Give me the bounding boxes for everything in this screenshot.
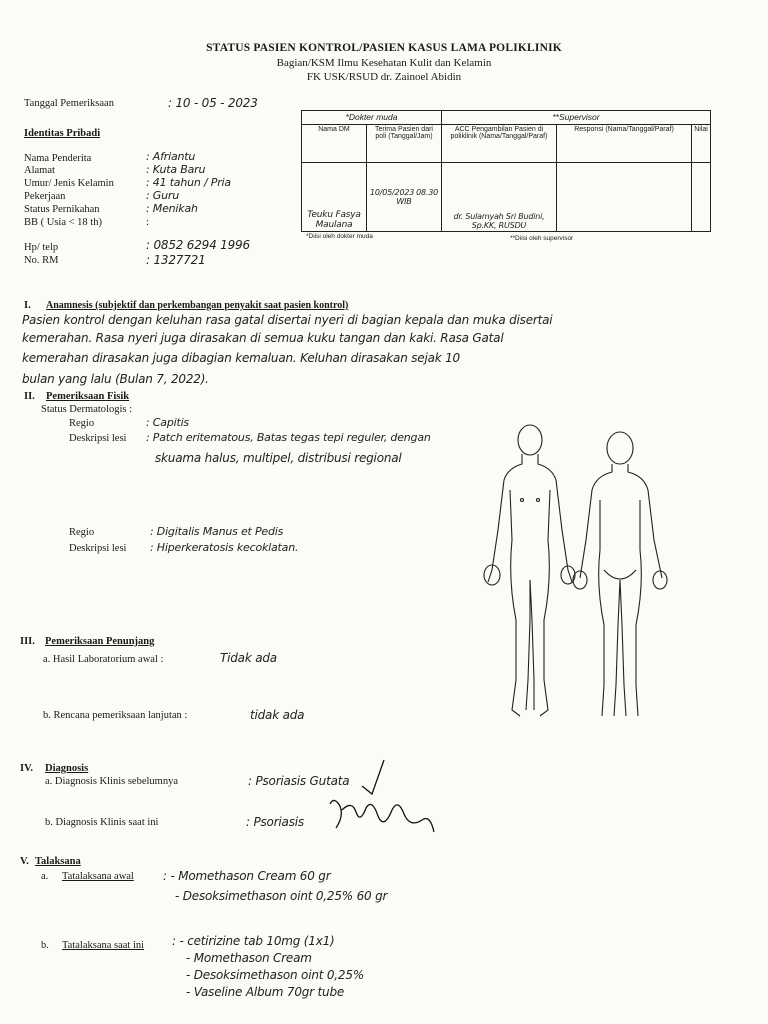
identity-label-name: Nama Penderita [24,153,92,164]
management-a-item-1: : - Momethason Cream 60 gr [163,869,331,883]
exam-date-label: Tanggal Pemeriksaan [24,98,114,109]
desc-1-line-2: skuama halus, multipel, distribusi regional [155,451,402,465]
diagnosis-number: IV. [20,763,33,774]
diagnosis-prev-label: a. Diagnosis Klinis sebelumnya [45,776,178,787]
note-supervisor: **Diisi oleh supervisor [510,235,574,242]
col-nilai: Nilai [692,125,711,163]
identity-label-age-sex: Umur/ Jenis Kelamin [24,178,114,189]
management-b-item-2: - Momethason Cream [186,951,312,965]
cell-nama-dm: Teuku Fasya Maulana [307,210,361,230]
cell-jam: 08.30 WIB [396,188,438,206]
dokter-muda-header: *Dokter muda [302,111,442,125]
management-title: Talaksana [35,856,81,867]
diagnosis-title: Diagnosis [45,763,89,774]
anamnesis-title: Anamnesis (subjektif dan perkembangan penyakit saat pasien kontrol) [46,300,349,311]
dermatology-status-label: Status Dermatologis : [41,404,132,415]
desc-2-value: : Hiperkeratosis kecoklatan. [150,541,299,554]
management-number: V. [20,856,29,867]
management-a-label: a. [41,871,49,882]
identity-title: Identitas Pribadi [24,128,101,139]
doctor-signature [322,758,442,838]
anamnesis-line-1: Pasien kontrol dengan keluhan rasa gatal disertai nyeri di bagian kepala dan muka disertai [22,313,553,327]
management-a-title: Tatalaksana awal [62,871,134,882]
cell-tanggal: 10/05/2023 [370,188,415,197]
phone-value: : 0852 6294 1996 [146,238,250,252]
desc-1-label: Deskripsi lesi [69,433,127,444]
desc-2-label: Deskripsi lesi [69,543,127,554]
identity-value-weight: : [146,217,149,228]
identity-label-job: Pekerjaan [24,191,66,202]
col-nama-dm: Nama DM [302,125,367,163]
identity-value-job: : Guru [146,189,179,202]
regio-2-value: : Digitalis Manus et Pedis [150,525,284,538]
support-number: III. [20,636,35,647]
phone-label: Hp/ telp [24,242,59,253]
lab-initial-label: a. Hasil Laboratorium awal : [43,654,164,665]
regio-1-label: Regio [69,418,95,429]
lab-plan-value: tidak ada [250,708,305,722]
identity-label-marital: Status Pernikahan [24,204,100,215]
identity-value-marital: : Menikah [146,202,198,215]
exam-date-value: : 10 - 05 - 2023 [168,96,258,110]
lab-initial-value: Tidak ada [220,651,277,665]
rm-label: No. RM [24,255,59,266]
support-title: Pemeriksaan Penunjang [45,636,155,647]
supervision-table [301,110,711,232]
diagnosis-current-label: b. Diagnosis Klinis saat ini [45,817,159,828]
management-b-label: b. [41,940,49,951]
identity-label-address: Alamat [24,165,55,176]
body-back-figure [573,432,667,716]
physical-number: II. [24,391,35,402]
anamnesis-line-3: kemerahan dirasakan juga dibagian kemaluan. Keluhan dirasakan sejak 10 [22,351,460,365]
anamnesis-line-4: bulan yang lalu (Bulan 7, 2022). [22,372,209,386]
department-name: Bagian/KSM Ilmu Kesehatan Kulit dan Kelamin [276,57,492,69]
cell-responsi [557,163,692,232]
lab-plan-label: b. Rencana pemeriksaan lanjutan : [43,710,188,721]
management-b-item-3: - Desoksimethason oint 0,25% [186,968,364,982]
anamnesis-line-2: kemerahan. Rasa nyeri juga dirasakan di semua kuku tangan dan kaki. Rasa Gatal [22,331,504,345]
supervisor-header: **Supervisor [442,111,711,125]
cell-nilai [692,163,711,232]
management-a-item-2: - Desoksimethason oint 0,25% 60 gr [175,889,388,903]
management-b-item-1: : - cetirizine tab 10mg (1x1) [172,934,335,948]
diagnosis-current-value: : Psoriasis [246,815,304,829]
cell-acc: dr. Sulamyah Sri Budini, Sp.KK, RUSDU [453,212,545,230]
rm-value: : 1327721 [146,253,206,267]
body-diagram [470,420,680,730]
col-terima-pasien: Terima Pasien dari poli (Tanggal/Jam) [367,125,442,163]
diagnosis-prev-value: : Psoriasis Gutata [248,774,350,788]
note-dokter-muda: *Diisi oleh dokter muda [306,233,373,240]
regio-2-label: Regio [69,527,95,538]
identity-value-address: : Kuta Baru [146,163,206,176]
form-title: STATUS PASIEN KONTROL/PASIEN KASUS LAMA POLIKLINIK [206,42,562,54]
body-front-figure [484,425,575,716]
desc-1-line-1: : Patch eritematous, Batas tegas tepi reguler, dengan [146,431,431,444]
management-b-title: Tatalaksana saat ini [62,940,145,951]
identity-value-name: : Afriantu [146,150,196,163]
identity-label-weight: BB ( Usia < 18 th) [24,217,102,228]
col-acc: ACC Pengambilan Pasien di poliklinik (Nama/Tanggal/Paraf) [442,125,557,163]
management-b-item-4: - Vaseline Album 70gr tube [186,985,345,999]
identity-value-age-sex: : 41 tahun / Pria [146,176,231,189]
col-responsi: Responsi (Nama/Tanggal/Paraf) [557,125,692,163]
regio-1-value: : Capitis [146,416,189,429]
physical-title: Pemeriksaan Fisik [46,391,130,402]
anamnesis-number: I. [24,300,31,311]
institution-name: FK USK/RSUD dr. Zainoel Abidin [306,71,462,83]
